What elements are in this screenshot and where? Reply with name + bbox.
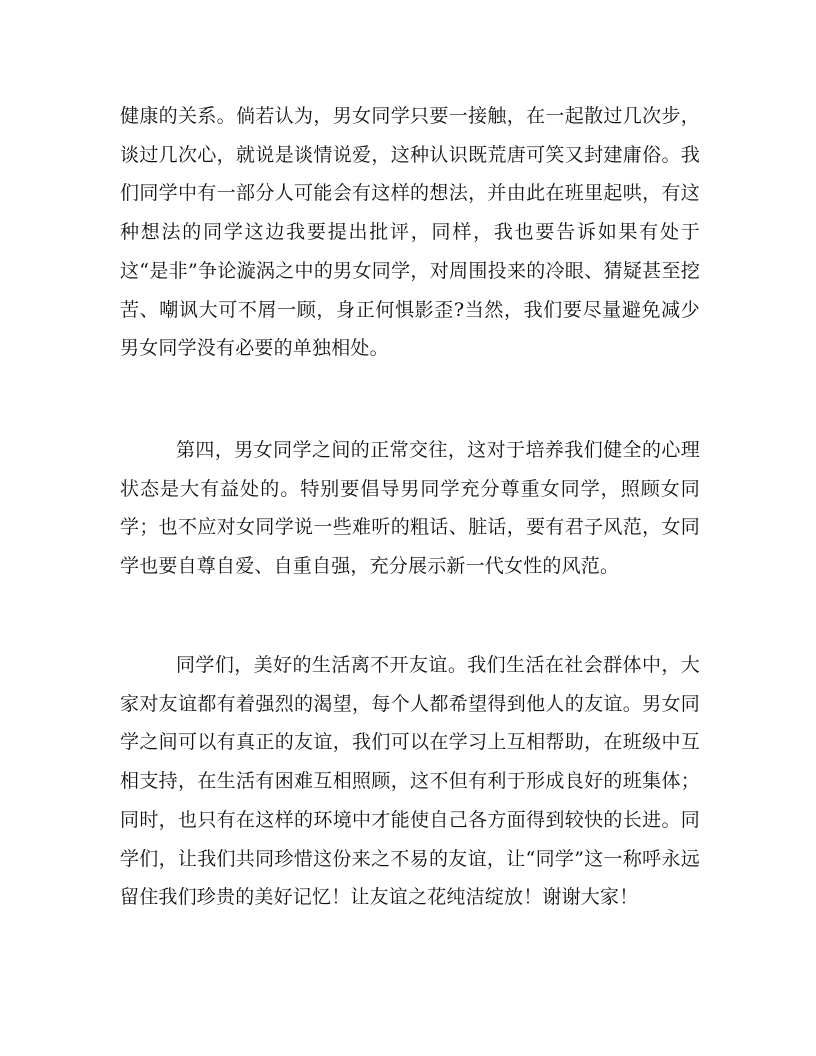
paragraph-relationship: 健康的关系。倘若认为，男女同学只要一接触，在一起散过几次步，谈过几次心，就说是谈情说爱，这种认识既荒唐可笑又封建庸俗。我们同学中有一部分人可能会有这样的想法，并由此在班里起哄，有这种想法的同学这边我要提出批评，同样，我也要告诉如果有处于这“是非”争论漩涡之中的男女同学，对周围投来的冷眼、猜疑甚至挖苦、嘲讽大可不屑一顾，身正何惧影歪?当然，我们要尽量避免减少男女同学没有必要的单独相处。: [120, 105, 700, 360]
paragraph-fourth-point: 第四，男女同学之间的正常交往，这对于培养我们健全的心理状态是大有益处的。特别要倡导男同学充分尊重女同学，照顾女同学；也不应对女同学说一些难听的粗话、脏话，要有君子风范，女同学也要自尊自爱、自重自强，充分展示新一代女性的风范。: [120, 439, 700, 578]
paragraph-conclusion: 同学们，美好的生活离不开友谊。我们生活在社会群体中，大家对友谊都有着强烈的渴望，每个人都希望得到他人的友谊。男女同学之间可以有真正的友谊，我们可以在学习上互相帮助，在班级中互相支持，在生活有困难互相照顾，这不但有利于形成良好的班集体；同时，也只有在这样的环境中才能使自己各方面得到较快的长进。同学们，让我们共同珍惜这份来之不易的友谊，让“同学”这一称呼永远留住我们珍贵的美好记忆！让友谊之花纯洁绽放！谢谢大家！: [120, 654, 700, 909]
